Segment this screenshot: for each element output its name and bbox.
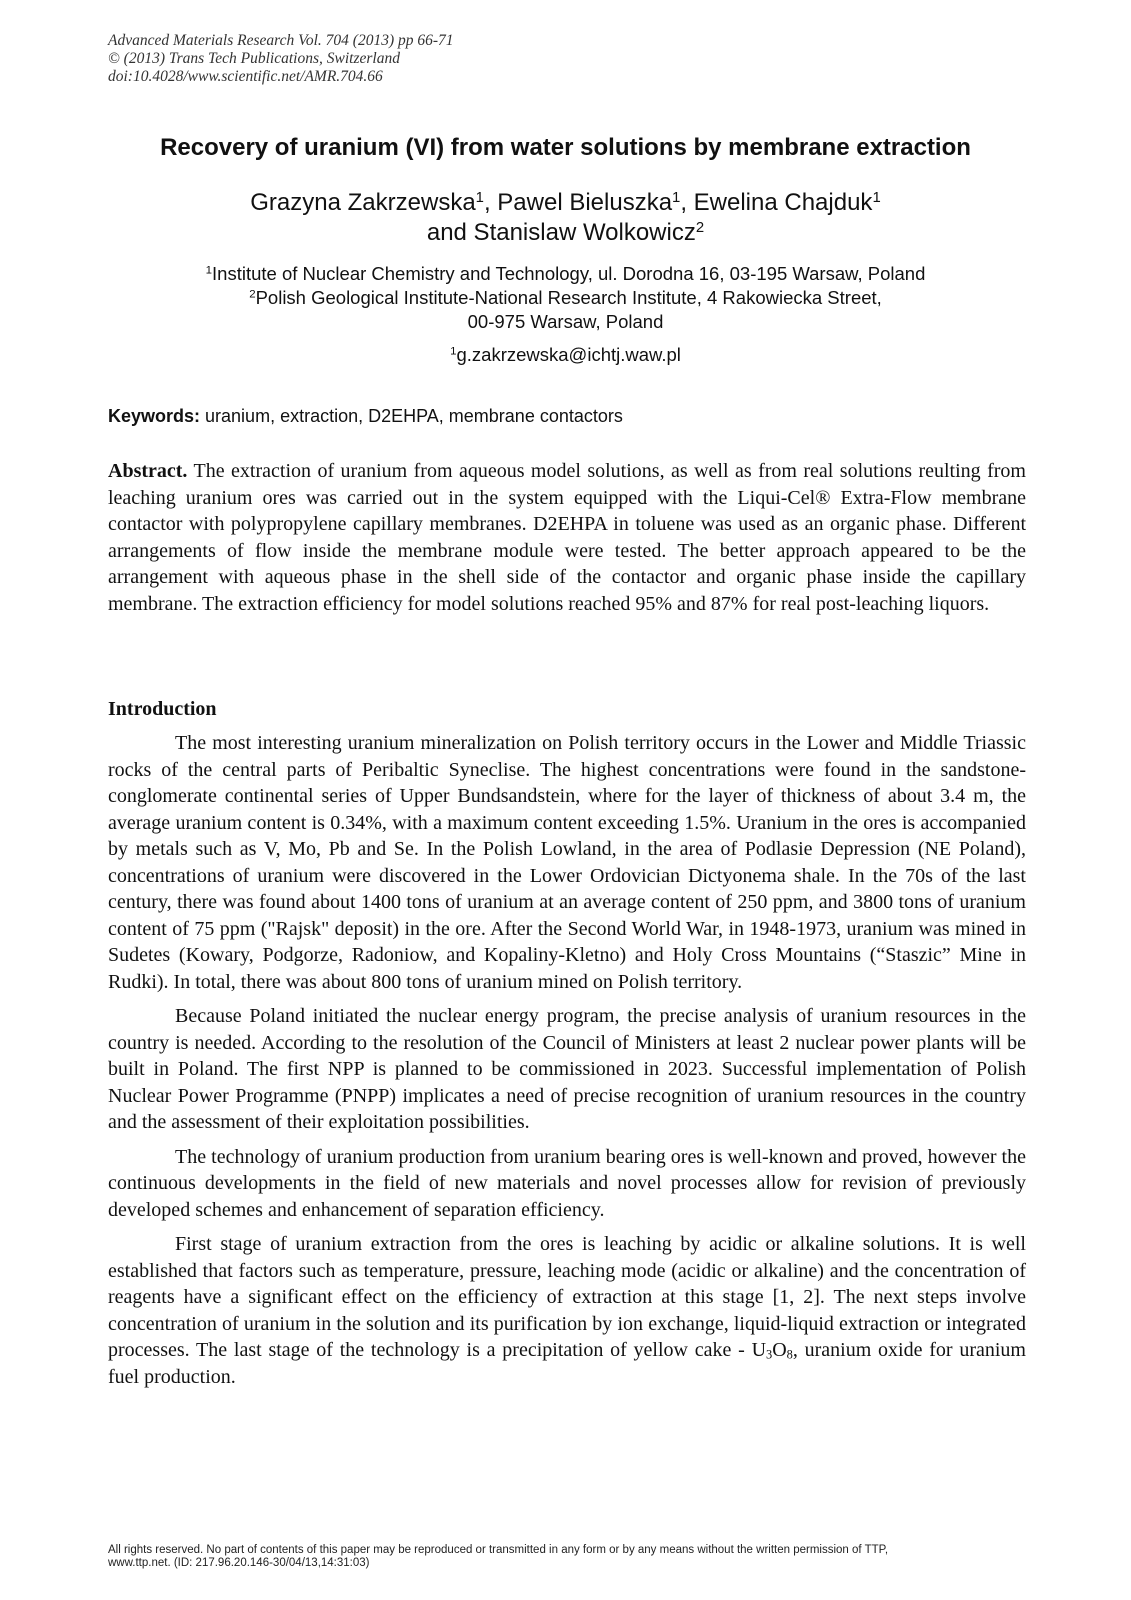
corresponding-email: [0, 344, 1131, 366]
doi-line: doi:10.4028/www.scientific.net/AMR.704.66: [108, 68, 383, 85]
affiliation-1: [0, 262, 1131, 286]
affiliation-mark: 1: [205, 264, 213, 277]
subscript: 8: [786, 1347, 793, 1362]
paragraph: The most interesting uranium mineralization on Polish territory occurs in the Lower and Middle Triassic rocks of the central parts of Peribaltic Syneclise. The highest concentrations were found in the sandstone-conglomerate continental series of Upper Bundsandstein, where for the layer of thickness of about 3.4 m, the average uranium content is 0.34%, with a maximum content exceeding 1.5%. Uranium in the ores is accompanied by metals such as V, Mo, Pb and Se. In the Polish Lowland, in the area of Podlasie Depression (NE Poland), concentrations of uranium were discovered in the Lower Ordovician Dictyonema shale. In the 70s of the last century, there was found about 1400 tons of uranium at an average content of 250 ppm, and 3800 tons of uranium content of 75 ppm ("Rajsk" deposit) in the ore. After the Second World War, in 1948-1973, uranium was mined in Sudetes (Kowary, Podgorze, Radoniow, and Kopaliny-Kletno) and Holy Cross Mountains (“Staszic” Mine in Rudki). In total, there was about 800 tons of uranium mined on Polish territory.: [108, 732, 1026, 993]
paragraph-text: O: [772, 1339, 787, 1361]
paragraph-text: First stage of uranium extraction from the ores is leaching by acidic or alkaline solutions. It is well established that factors such as temperature, pressure, leaching mode (acidic or alkaline) and the concentration of reagents have a significant effect on the efficiency of extraction at this stage [1, 2]. The next steps involve concentration of uranium in the solution and its purification by ion exchange, liquid-liquid extraction or integrated processes. The last stage of the technology is a precipitation of yellow cake - U: [108, 1233, 1026, 1361]
author-name: , Ewelina Chajduk: [680, 189, 873, 216]
abstract-label: Abstract.: [108, 460, 188, 482]
introduction-body: [108, 730, 1026, 1398]
author-name: , Pawel Bieluszka: [483, 189, 673, 216]
affiliation-mark: 2: [249, 288, 256, 301]
affiliations: [0, 262, 1131, 334]
author-line-1: [0, 188, 1131, 218]
footer-line: All rights reserved. No part of contents of this paper may be reproduced or transmitted in any form or by any means without the written permission of TTP,: [108, 1544, 889, 1556]
abstract-paragraph: [108, 458, 1026, 617]
abstract: [108, 458, 1026, 617]
paragraph: The technology of uranium production from uranium bearing ores is well-known and proved, however the continuous developments in the field of new materials and novel processes allow for revision of previously developed schemes and enhancement of separation efficiency.: [108, 1145, 1026, 1221]
journal-line: Advanced Materials Research Vol. 704 (2013) pp 66-71: [108, 32, 454, 49]
keywords-text: uranium, extraction, D2EHPA, membrane contactors: [200, 406, 623, 426]
abstract-text: The extraction of uranium from aqueous model solutions, as well as from real solutions reulting from leaching uranium ores was carried out in the system equipped with the Liqui-Cel® Extra-Flow membrane contactor with polypropylene capillary membranes. D2EHPA in toluene was used as an organic phase. Different arrangements of flow inside the membrane module were tested. The better approach appeared to be the arrangement with aqueous phase in the shell side of the contactor and organic phase inside the capillary membrane. The extraction efficiency for model solutions reached 95% and 87% for real post-leaching liquors.: [108, 460, 1026, 615]
footer-line: www.ttp.net. (ID: 217.96.20.146-30/04/13,14:31:03): [108, 1557, 370, 1569]
paragraph: Because Poland initiated the nuclear energy program, the precise analysis of uranium resources in the country is needed. According to the resolution of the Council of Ministers at least 2 nuclear power plants will be built in Poland. The first NPP is planned to be commissioned in 2023. Successful implementation of Polish Nuclear Power Programme (PNPP) implicates a need of precise recognition of uranium resources in the country and the assessment of their exploitation possibilities.: [108, 1005, 1026, 1133]
keywords-label: Keywords:: [108, 406, 201, 426]
copyright-line: © (2013) Trans Tech Publications, Switzerland: [108, 50, 400, 67]
author-affiliation-mark: 1: [475, 189, 484, 206]
affiliation-text: Polish Geological Institute-National Research Institute, 4 Rakowiecka Street,: [255, 287, 882, 308]
author-affiliation-mark: 2: [695, 219, 705, 236]
affiliation-text: Institute of Nuclear Chemistry and Technology, ul. Dorodna 16, 03-195 Warsaw, Poland: [212, 263, 926, 284]
email-mark: 1: [450, 345, 457, 358]
author-name: Grazyna Zakrzewska: [250, 189, 476, 216]
author-affiliation-mark: 1: [872, 189, 881, 206]
copyright-footer: [108, 1544, 1038, 1570]
affiliation-2-line-2: 00-975 Warsaw, Poland: [467, 311, 664, 332]
author-name: and Stanislaw Wolkowicz: [426, 219, 696, 246]
author-line-2: [0, 218, 1131, 248]
paper-title: Recovery of uranium (VI) from water solutions by membrane extraction: [160, 134, 971, 161]
email-address: g.zakrzewska@ichtj.waw.pl: [456, 344, 681, 365]
author-list: [0, 188, 1131, 248]
subscript: 3: [766, 1347, 773, 1362]
keywords: [108, 406, 623, 427]
journal-citation: [108, 32, 454, 86]
affiliation-2: [0, 286, 1131, 310]
paragraph-text: , uranium oxide for uranium fuel production.: [108, 1339, 1026, 1388]
section-heading-introduction: Introduction: [108, 698, 217, 720]
paragraph: [108, 1231, 1026, 1390]
author-affiliation-mark: 1: [672, 189, 681, 206]
